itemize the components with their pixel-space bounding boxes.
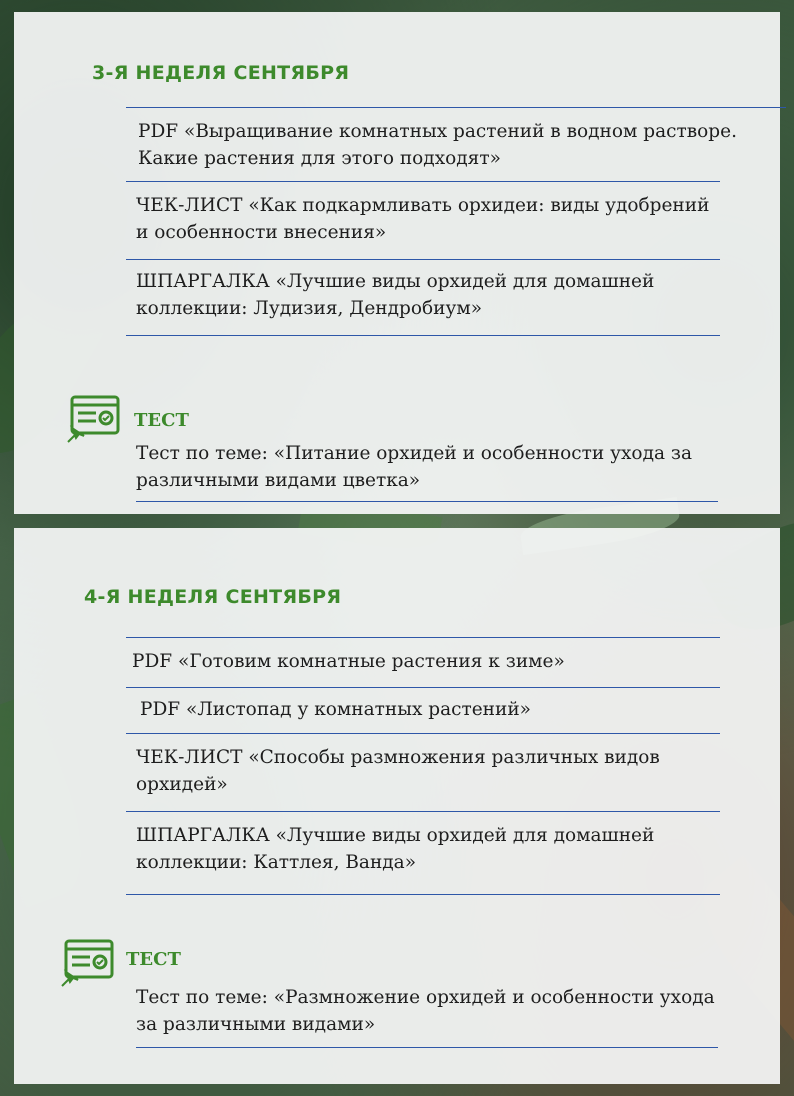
list-item[interactable]: ЧЕК-ЛИСТ «Как подкармливать орхидеи: виды удобрений и особенности внесения» — [126, 181, 720, 259]
test-label: ТЕСТ — [134, 410, 189, 431]
list-item[interactable]: ШПАРГАЛКА «Лучшие виды орхидей для домашней коллекции: Каттлея, Ванда» — [126, 811, 720, 895]
list-item[interactable]: ШПАРГАЛКА «Лучшие виды орхидей для домашней коллекции: Лудизия, Дендробиум» — [126, 259, 720, 336]
test-checklist-icon — [60, 938, 116, 988]
materials-list — [126, 107, 737, 336]
week-4-panel — [14, 528, 780, 1084]
test-description[interactable]: Тест по теме: «Размножение орхидей и особенности ухода за различными видами» — [136, 984, 718, 1048]
materials-list — [126, 637, 720, 895]
list-item[interactable]: ЧЕК-ЛИСТ «Способы размножения различных видов орхидей» — [126, 733, 720, 811]
week-3-panel — [14, 12, 780, 514]
list-item[interactable]: PDF «Листопад у комнатных растений» — [126, 687, 720, 733]
list-item[interactable]: PDF «Готовим комнатные растения к зиме» — [126, 637, 720, 687]
test-description[interactable]: Тест по теме: «Питание орхидей и особенности ухода за различными видами цветка» — [136, 440, 718, 502]
list-item[interactable]: PDF «Выращивание комнатных растений в водном растворе. Какие растения для этого подходят» — [126, 107, 786, 181]
test-label: ТЕСТ — [126, 949, 181, 970]
week-title: 3-Я НЕДЕЛЯ СЕНТЯБРЯ — [92, 62, 350, 84]
test-checklist-icon — [66, 394, 122, 444]
week-title: 4-Я НЕДЕЛЯ СЕНТЯБРЯ — [84, 586, 342, 608]
